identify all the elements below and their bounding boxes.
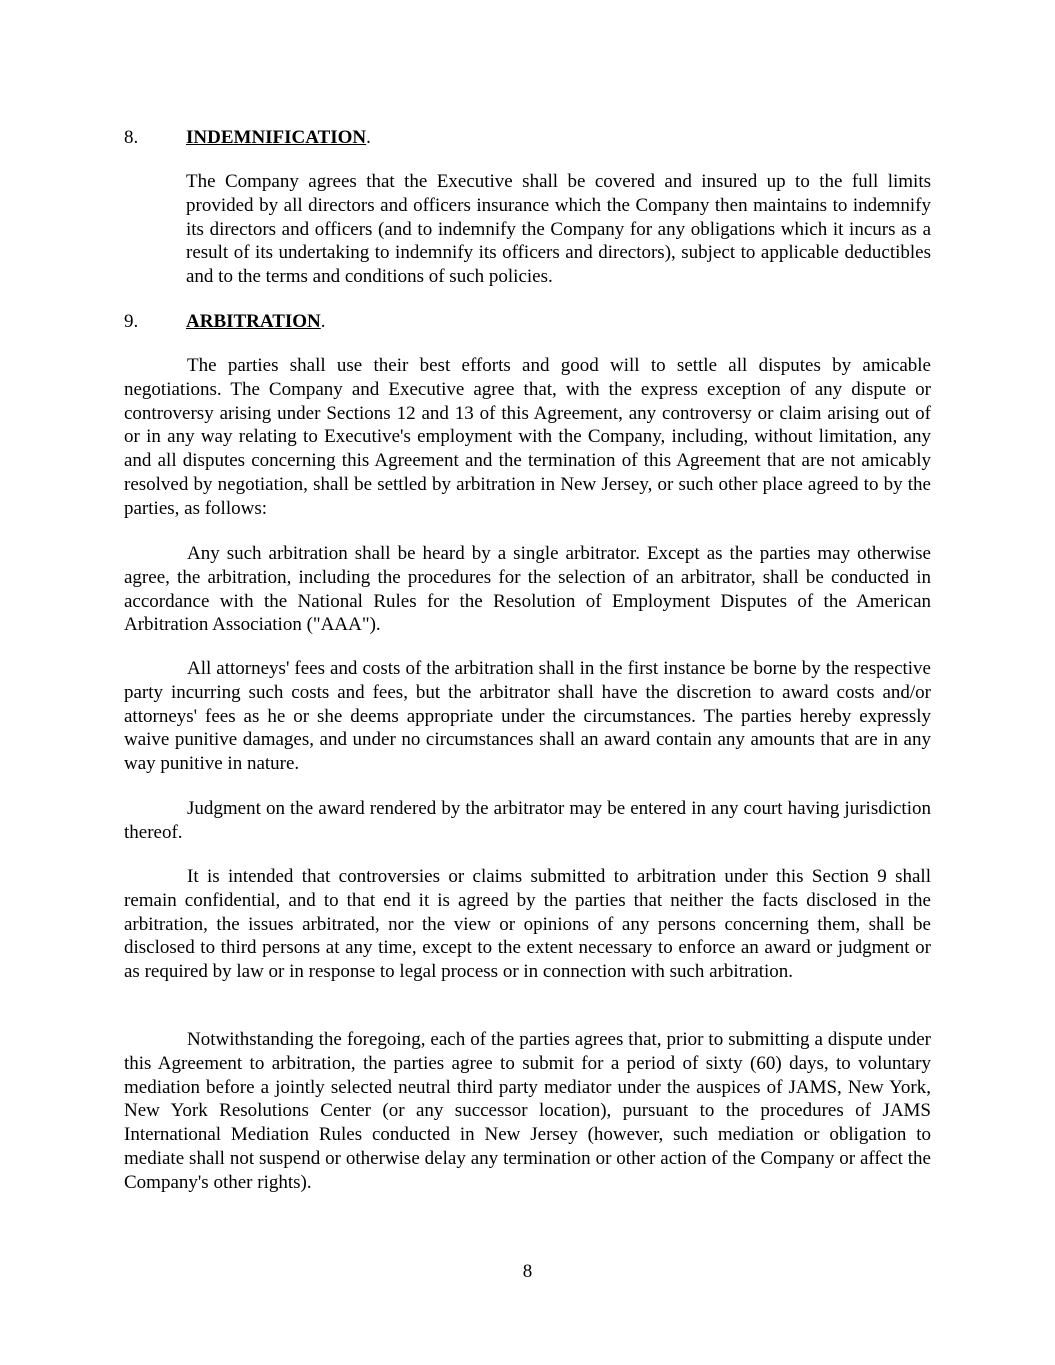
arbitration-paragraph-1: The parties shall use their best efforts and good will to settle all disputes by amicable negotiations. The Company and Executive agree that, with the express exception of any dispute or controversy arising under Sections 12 and 13 of this Agreement, any controversy or claim arising out of or in any way relating to Executive's employment with the Company, including, without limitation, any and all disputes concerning this Agreement and the termination of this Agreement that are not amicably resolved by negotiation, shall be settled by arbitration in New Jersey, or such other place agreed to by the parties, as follows: <box>124 355 931 519</box>
section-title: INDEMNIFICATION <box>186 127 367 148</box>
heading-period: . <box>366 127 371 148</box>
section-title: ARBITRATION <box>186 311 321 332</box>
arbitration-paragraph-3: All attorneys' fees and costs of the arbitration shall in the first instance be borne by the respective party incurring such costs and fees, but the arbitrator shall have the discretion to award costs and/or attorneys' fees as he or she deems appropriate under the circumstances. The parties hereby expressly waive punitive damages, and under no circumstances shall an award contain any amounts that are in any way punitive in nature. <box>124 658 931 775</box>
arbitration-paragraph-6: Notwithstanding the foregoing, each of the parties agrees that, prior to submitting a dispute under this Agreement to arbitration, the parties agree to submit for a period of sixty (60) days, to voluntary mediation before a jointly selected neutral third party mediator under the auspices of JAMS, New York, New York Resolutions Center (or any successor location), pursuant to the procedures of JAMS International Mediation Rules conducted in New Jersey (however, such mediation or obligation to mediate shall not suspend or otherwise delay any termination or other action of the Company or affect the Company's other rights). <box>124 1029 931 1193</box>
arbitration-paragraph-5: It is intended that controversies or claims submitted to arbitration under this Section 9 shall remain confidential, and to that end it is agreed by the parties that neither the facts disclosed in the arbitration, the issues arbitrated, nor the view or opinions of any persons concerning them, shall be disclosed to third persons at any time, except to the extent necessary to enforce an award or judgment or as required by law or in response to legal process or in connection with such arbitration. <box>124 866 931 983</box>
indemnification-paragraph: The Company agrees that the Executive shall be covered and insured up to the full limits provided by all directors and officers insurance which the Company then maintains to indemnify its directors and officers (and to indemnify the Company for any obligations which it incurs as a result of its undertaking to indemnify its officers and directors), subject to applicable deductibles and to the terms and conditions of such policies. <box>186 171 931 288</box>
page-number: 8 <box>522 1261 533 1282</box>
arbitration-paragraph-4: Judgment on the award rendered by the arbitrator may be entered in any court having jurisdiction thereof. <box>124 798 931 843</box>
section-number: 8. <box>124 127 139 148</box>
section-number: 9. <box>124 311 139 332</box>
arbitration-paragraph-2: Any such arbitration shall be heard by a single arbitrator. Except as the parties may otherwise agree, the arbitration, including the procedures for the selection of an arbitrator, shall be conducted in accordance with the National Rules for the Resolution of Employment Disputes of the American Arbitration Association ("AAA"). <box>124 543 931 636</box>
section-heading-arbitration <box>124 310 326 334</box>
section-heading-indemnification <box>124 126 371 150</box>
heading-period: . <box>320 311 326 332</box>
